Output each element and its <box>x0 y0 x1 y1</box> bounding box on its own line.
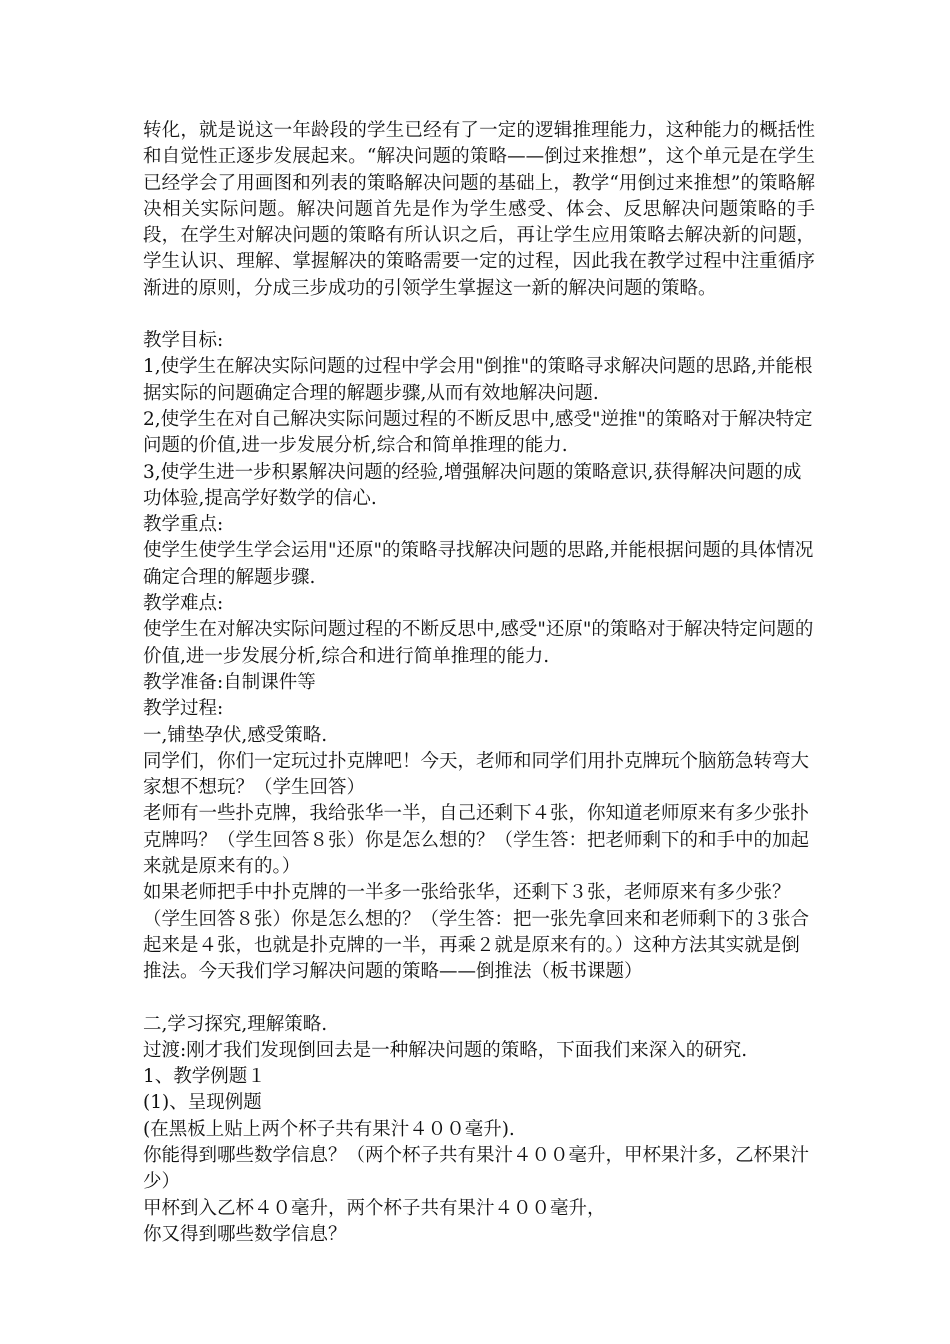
example-subheading: (1)、呈现例题 <box>143 1092 262 1114</box>
process-heading: 教学过程: <box>143 698 224 720</box>
difficulty-text: 使学生在对解决实际问题过程的不断反思中,感受"还原"的策略对于解决特定问题的价值,进一步发展分析,综合和进行简单推理的能力. <box>143 619 814 667</box>
example-heading: 1、教学例题１ <box>143 1066 266 1088</box>
goal-item-3: 3,使学生进一步积累解决问题的经验,增强解决问题的策略意识,获得解决问题的成功体验,提高学好数学的信心. <box>143 461 802 509</box>
intro-paragraph: 转化，就是说这一年龄段的学生已经有了一定的逻辑推理能力，这种能力的概括性和自觉性正逐步发展起来。“解决问题的策略——倒过来推想”，这个单元是在学生已经学会了用画图和列表的策略解决问题的基础上，教学“用倒过来推想”的策略解决相关实际问题。解决问题首先是作为学生感受、体会、反思解决问题策略的手段，在学生对解决问题的策略有所认识之后，再让学生应用策略去解决新的问题，学生认识、理解、掌握解决的策略需要一定的过程，因此我在教学过程中注重循序渐进的原则，分成三步成功的引领学生掌握这一新的解决问题的策略。 <box>143 120 815 299</box>
step-one-paragraph-1: 同学们，你们一定玩过扑克牌吧！今天，老师和同学们用扑克牌玩个脑筋急转弯大家想不想玩？（学生回答） <box>143 750 810 799</box>
step-two-transition: 过渡:刚才我们发现倒回去是一种解决问题的策略，下面我们来深入的研究. <box>143 1039 748 1061</box>
step-one-heading: 一,铺垫孕伏,感受策略. <box>143 724 328 746</box>
difficulty-heading: 教学难点: <box>143 593 224 615</box>
key-points-heading: 教学重点: <box>143 514 224 536</box>
key-points-text: 使学生使学生学会运用"还原"的策略寻找解决问题的思路,并能根据问题的具体情况确定合理的解题步骤. <box>143 540 814 588</box>
example-board-note: (在黑板上贴上两个杯子共有果汁４００毫升). <box>143 1118 515 1140</box>
goal-item-1: 1,使学生在解决实际问题的过程中学会用"倒推"的策略寻求解决问题的思路,并能根据实际的问题确定合理的解题步骤,从而有效地解决问题. <box>143 356 813 404</box>
example-question-2: 你又得到哪些数学信息？ <box>143 1223 347 1245</box>
step-one-paragraph-3: 如果老师把手中扑克牌的一半多一张给张华，还剩下３张，老师原来有多少张？（学生回答８张）你是怎么想的？（学生答：把一张先拿回来和老师剩下的３张合起来是４张，也就是扑克牌的一半，再乘２就是原来有的。）这种方法其实就是倒推法。今天我们学习解决问题的策略——倒推法（板书课题） <box>143 882 810 983</box>
step-one-paragraph-2: 老师有一些扑克牌，我给张华一半，自己还剩下４张，你知道老师原来有多少张扑克牌吗？（学生回答８张）你是怎么想的？（学生答：把老师剩下的和手中的加起来就是原来有的。） <box>143 803 810 878</box>
example-paragraph-2: 甲杯到入乙杯４０毫升，两个杯子共有果汁４００毫升， <box>143 1197 606 1219</box>
example-question-1: 你能得到哪些数学信息？（两个杯子共有果汁４００毫升，甲杯果汁多，乙杯果汁少） <box>143 1144 810 1193</box>
preparation-line: 教学准备:自制课件等 <box>143 671 316 693</box>
goals-heading: 教学目标: <box>143 330 224 352</box>
step-two-heading: 二,学习探究,理解策略. <box>143 1013 328 1035</box>
goal-item-2: 2,使学生在对自己解决实际问题过程的不断反思中,感受"逆推"的策略对于解决特定问题的价值,进一步发展分析,综合和简单推理的能力. <box>143 408 813 457</box>
document-body <box>143 118 815 1248</box>
